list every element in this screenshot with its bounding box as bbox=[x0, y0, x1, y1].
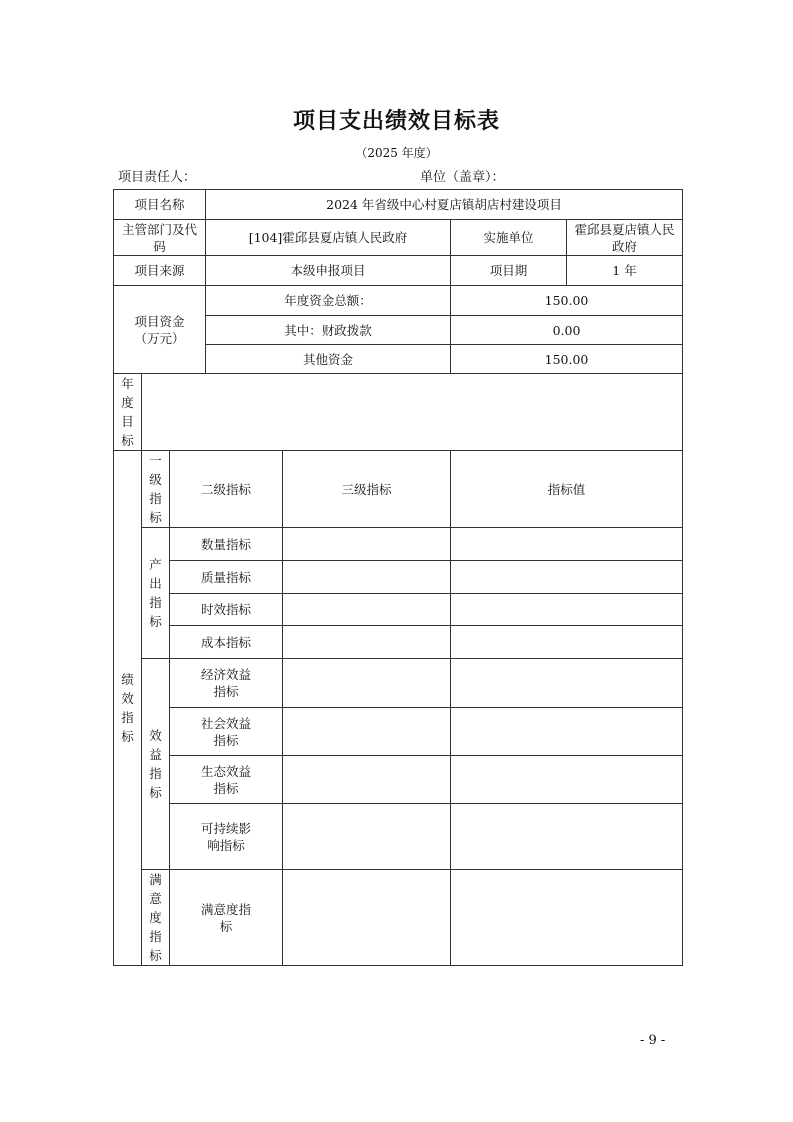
annual-goal-value bbox=[142, 374, 683, 451]
benefit-item-social: 社会效益指标 bbox=[170, 708, 283, 756]
value-cell bbox=[451, 708, 683, 756]
level3-cell bbox=[283, 756, 451, 804]
responsible-person-label: 项目责任人： bbox=[118, 170, 197, 185]
value-header: 指标值 bbox=[451, 451, 683, 528]
benefit-item-sustainable: 可持续影响指标 bbox=[170, 804, 283, 870]
performance-goal-table bbox=[113, 189, 683, 966]
dept-value: [104]霍邱县夏店镇人民政府 bbox=[206, 220, 451, 256]
source-label: 项目来源 bbox=[114, 256, 206, 286]
satisfaction-item: 满意度指标 bbox=[170, 870, 283, 966]
source-value: 本级申报项目 bbox=[206, 256, 451, 286]
period-label: 项目期 bbox=[451, 256, 567, 286]
level3-cell bbox=[283, 594, 451, 626]
benefit-item-economic: 经济效益指标 bbox=[170, 659, 283, 708]
level3-cell bbox=[283, 804, 451, 870]
impl-unit-label: 实施单位 bbox=[451, 220, 567, 256]
value-cell bbox=[451, 594, 683, 626]
period-value: 1 年 bbox=[567, 256, 683, 286]
perf-indicator-label: 绩效指标 bbox=[114, 451, 142, 966]
funds-label: 项目资金（万元） bbox=[114, 286, 206, 374]
dept-label: 主管部门及代码 bbox=[114, 220, 206, 256]
project-name-value: 2024 年省级中心村夏店镇胡店村建设项目 bbox=[206, 190, 683, 220]
level3-header: 三级指标 bbox=[283, 451, 451, 528]
funds-total-value: 150.00 bbox=[451, 286, 683, 316]
benefit-item-ecological: 生态效益指标 bbox=[170, 756, 283, 804]
level3-cell bbox=[283, 708, 451, 756]
output-indicator-label: 产出指标 bbox=[142, 528, 170, 659]
page-title: 项目支出绩效目标表 bbox=[292, 109, 500, 134]
project-name-label: 项目名称 bbox=[114, 190, 206, 220]
output-item-quality: 质量指标 bbox=[170, 561, 283, 594]
value-cell bbox=[451, 756, 683, 804]
funds-fiscal-label: 其中：财政拨款 bbox=[206, 316, 451, 345]
value-cell bbox=[451, 561, 683, 594]
funds-fiscal-value: 0.00 bbox=[451, 316, 683, 345]
page-number: - 9 - bbox=[640, 1033, 666, 1048]
output-item-quantity: 数量指标 bbox=[170, 528, 283, 561]
level1-header: 一级指标 bbox=[142, 451, 170, 528]
value-cell bbox=[451, 626, 683, 659]
satisfaction-indicator-label: 满意度指标 bbox=[142, 870, 170, 966]
benefit-indicator-label: 效益指标 bbox=[142, 659, 170, 870]
impl-unit-value: 霍邱县夏店镇人民政府 bbox=[567, 220, 683, 256]
level3-cell bbox=[283, 870, 451, 966]
level3-cell bbox=[283, 561, 451, 594]
value-cell bbox=[451, 870, 683, 966]
level3-cell bbox=[283, 528, 451, 561]
output-item-cost: 成本指标 bbox=[170, 626, 283, 659]
year-note: （2025 年度） bbox=[355, 146, 438, 160]
funds-total-label: 年度资金总额： bbox=[206, 286, 451, 316]
level3-cell bbox=[283, 659, 451, 708]
value-cell bbox=[451, 804, 683, 870]
output-item-timeliness: 时效指标 bbox=[170, 594, 283, 626]
value-cell bbox=[451, 659, 683, 708]
level2-header: 二级指标 bbox=[170, 451, 283, 528]
unit-stamp-label: 单位（盖章）： bbox=[420, 170, 505, 185]
funds-other-label: 其他资金 bbox=[206, 345, 451, 374]
annual-goal-label: 年度目标 bbox=[114, 374, 142, 451]
value-cell bbox=[451, 528, 683, 561]
funds-other-value: 150.00 bbox=[451, 345, 683, 374]
level3-cell bbox=[283, 626, 451, 659]
